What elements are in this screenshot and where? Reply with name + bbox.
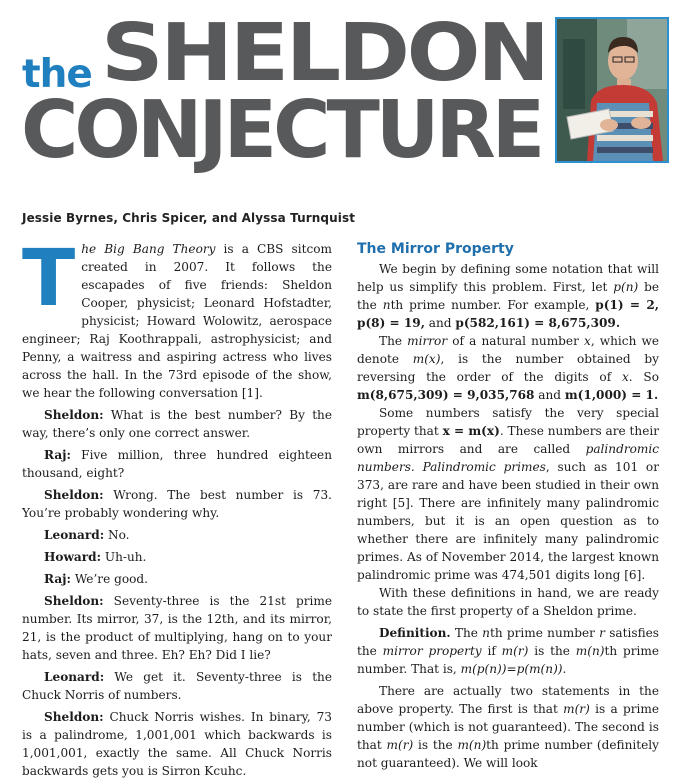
- author-line: Jessie Byrnes, Chris Spicer, and Alyssa Turnquist: [22, 211, 356, 225]
- title-conjecture: CONJECTURE: [21, 84, 542, 176]
- sheldon-photo: [555, 17, 669, 163]
- dialogue-line: Howard: Uh-uh.: [44, 550, 147, 564]
- dialogue-line: Leonard: No.: [44, 528, 130, 542]
- body-paragraph: With these definitions in hand, we are ready to state the first property of a Sheldon prime.: [357, 586, 659, 618]
- title-sheldon: SHELDON: [101, 7, 547, 99]
- intro-text: is a CBS sitcom created in 2007. It follows the escapades of five friends: Sheldon Cooper, physicist; Leonard Hofstadter, physicist; Howard Wolowitz, aerospace engineer; Raj Koothrappali, astrophysicist; and Penny, a waitress and aspiring actress who lives across the hall. In the 73rd episode of the show, we hear the following conversation [1].: [22, 242, 332, 400]
- show-title: he Big Bang Theory: [81, 242, 216, 256]
- dialogue-line: Sheldon: Chuck Norris wishes. In binary, 73 is a palindrome, 1,001,001 which backwards is 1,001,001, exactly the same. All Chuck Norris backwards gets you is Sirron Kcuhc.: [22, 710, 332, 778]
- intro-paragraph: [22, 234, 332, 402]
- dialogue-line: Raj: Five million, three hundred eighteen thousand, eight?: [22, 448, 332, 480]
- drop-cap: T: [22, 234, 76, 324]
- dialogue-line: Sheldon: What is the best number? By the way, there’s only one correct answer.: [22, 408, 332, 440]
- right-column: [357, 240, 659, 772]
- photo-illustration: [557, 19, 667, 161]
- body-paragraph: There are actually two statements in the above property. The first is that m(r) is a prime number (which is not guaranteed). The second is that m(r) is the m(n)th prime number (definitely not guaranteed). We will look: [357, 684, 659, 770]
- definition-paragraph: Definition. The nth prime number r satisfies the mirror property if m(r) is the m(n)th prime number. That is, m(p(n))=p(m(n)).: [357, 626, 659, 676]
- dialogue-line: Sheldon: Wrong. The best number is 73. You’re probably wondering why.: [22, 488, 332, 520]
- body-paragraph: Some numbers satisfy the very special property that x = m(x). These numbers are their own mirrors and are called palindromic numbers. Palindromic primes, such as 101 or 373, are rare and have been studied in their own right [5]. There are infinitely many palindromic numbers, but it is an open question as to whether there are infinitely many palindromic primes. As of November 2014, the largest known palindromic prime was 474,501 digits long [6].: [357, 406, 659, 582]
- left-column: [22, 234, 332, 780]
- title-the: the: [22, 52, 92, 97]
- body-paragraph: We begin by defining some notation that will help us simplify this problem. First, let p(n) be the nth prime number. For example, p(1) = 2, p(8) = 19, and p(582,161) = 8,675,309.: [357, 262, 660, 330]
- dialogue-line: Raj: We’re good.: [44, 572, 148, 586]
- body-paragraph: The mirror of a natural number x, which we denote m(x), is the number obtained by reversing the order of the digits of x. So m(8,675,309) = 9,035,768 and m(1,000) = 1.: [357, 334, 659, 402]
- section-heading: The Mirror Property: [357, 241, 514, 257]
- dialogue-line: Sheldon: Seventy-three is the 21st prime number. Its mirror, 37, is the 12th, and its mirror, 21, is the product of multiplying, hang on to your hats, seven and three. Eh? Eh? Did I lie?: [22, 594, 332, 662]
- dialogue-line: Leonard: We get it. Seventy-three is the Chuck Norris of numbers.: [22, 670, 332, 702]
